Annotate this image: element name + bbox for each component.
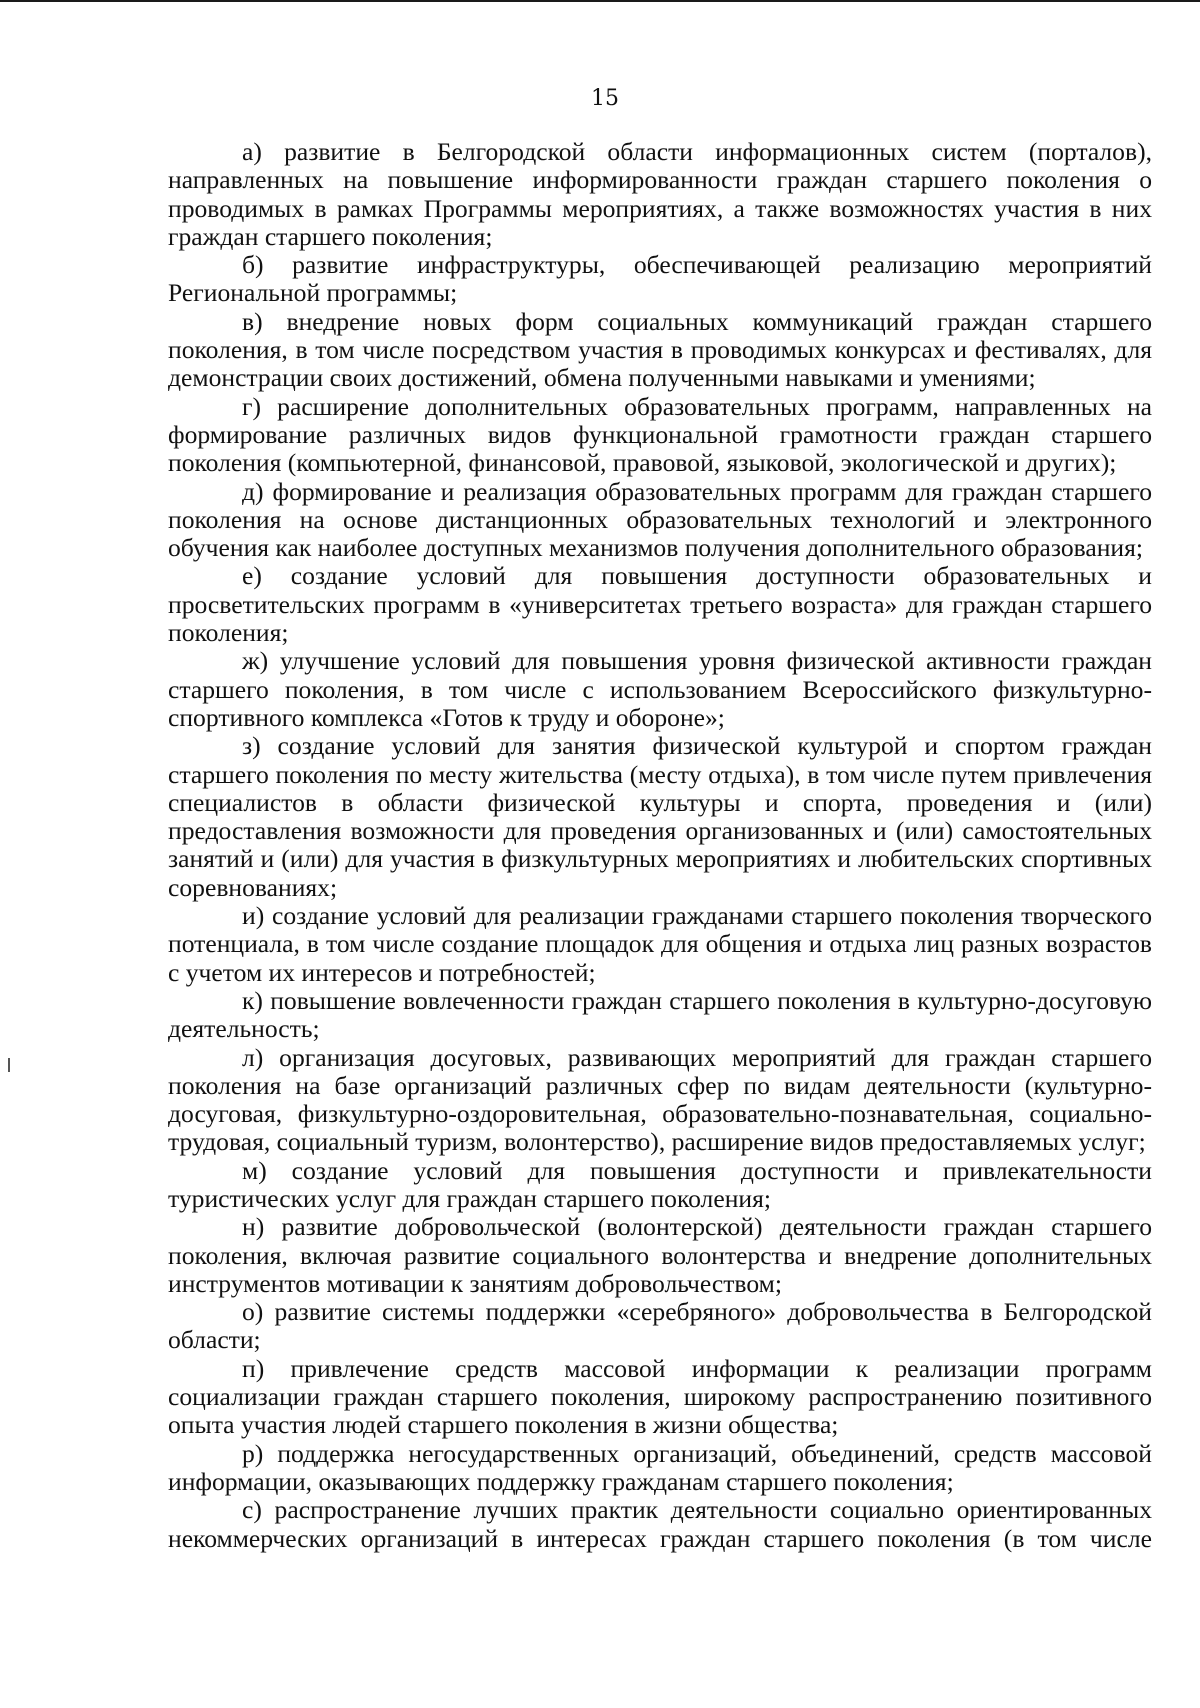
list-item-v: в) внедрение новых форм социальных коммуникаций граждан старшего поколения, в том числе посредством участия в проводимых конкурсах и фестивалях, для демонстрации своих достижений, обмена полученными навыками и умениями; [168,306,1152,393]
top-border-line [0,0,1200,2]
document-body [168,138,1152,1553]
list-item-e: е) создание условий для повышения доступности образовательных и просветительских программ в «университетах третьего возраста» для граждан старшего поколения; [168,561,1152,648]
list-item-l: л) организация досуговых, развивающих мероприятий для граждан старшего поколения на базе организаций различных сфер по видам деятельности (культурно-досуговая, физкультурно-оздоровительная, образовательно-познавательная, социально-трудовая, социальный туризм, волонтерство), расширение видов предоставляемых услуг; [168,1042,1152,1157]
list-item-n: н) развитие добровольческой (волонтерской) деятельности граждан старшего поколения, включая развитие социального волонтерства и внедрение дополнительных инструментов мотивации к занятиям добровольчеством; [168,1212,1152,1298]
list-item-a: а) развитие в Белгородской области информационных систем (порталов), направленных на повышение информированности граждан старшего поколения о проводимых в рамках Программы мероприятиях, а также возможностях участия в них граждан старшего поколения; [168,137,1152,251]
list-item-z: з) создание условий для занятия физической культурой и спортом граждан старшего поколения по месту жительства (месту отдыха), в том числе путем привлечения специалистов в области физической культуры и спорта, проведения и (или) предоставления возможности для проведения организованных и (или) самостоятельных занятий и (или) для участия в физкультурных мероприятиях и любительских спортивных соревнованиях; [168,731,1152,902]
list-item-m: м) создание условий для повышения доступности и привлекательности туристических услуг для граждан старшего поколения; [168,1155,1152,1213]
list-item-p: п) привлечение средств массовой информации к реализации программ социализации граждан старшего поколения, широкому распространению позитивного опыта участия людей старшего поколения в жизни общества; [168,1353,1152,1440]
list-item-o: о) развитие системы поддержки «серебряного» добровольчества в Белгородской области; [168,1297,1152,1355]
list-item-k: к) повышение вовлеченности граждан старшего поколения в культурно-досуговую деятельность; [168,985,1152,1044]
scan-speck [8,1058,10,1072]
list-item-s: с) распространение лучших практик деятельности социально ориентированных некоммерческих организаций в интересах граждан старшего поколения (в том числе [168,1495,1152,1553]
list-item-zh: ж) улучшение условий для повышения уровня физической активности граждан старшего поколения, в том числе с использованием Всероссийского физкультурно-спортивного комплекса «Готов к труду и обороне»; [168,646,1152,732]
list-item-b: б) развитие инфраструктуры, обеспечивающей реализацию мероприятий Региональной программы; [168,250,1152,308]
list-item-g: г) расширение дополнительных образовательных программ, направленных на формирование различных видов функциональной грамотности граждан старшего поколения (компьютерной, финансовой, правовой, языковой, экологической и других); [168,391,1152,478]
list-item-d: д) формирование и реализация образовательных программ для граждан старшего поколения на основе дистанционных образовательных технологий и электронного обучения как наиболее доступных механизмов получения дополнительного образования; [168,476,1152,563]
page-number: 15 [591,86,619,111]
list-item-r: р) поддержка негосударственных организаций, объединений, средств массовой информации, оказывающих поддержку гражданам старшего поколения; [168,1438,1152,1496]
list-item-i: и) создание условий для реализации гражданами старшего поколения творческого потенциала, в том числе создание площадок для общения и отдыха лиц разных возрастов с учетом их интересов и потребностей; [168,901,1152,987]
